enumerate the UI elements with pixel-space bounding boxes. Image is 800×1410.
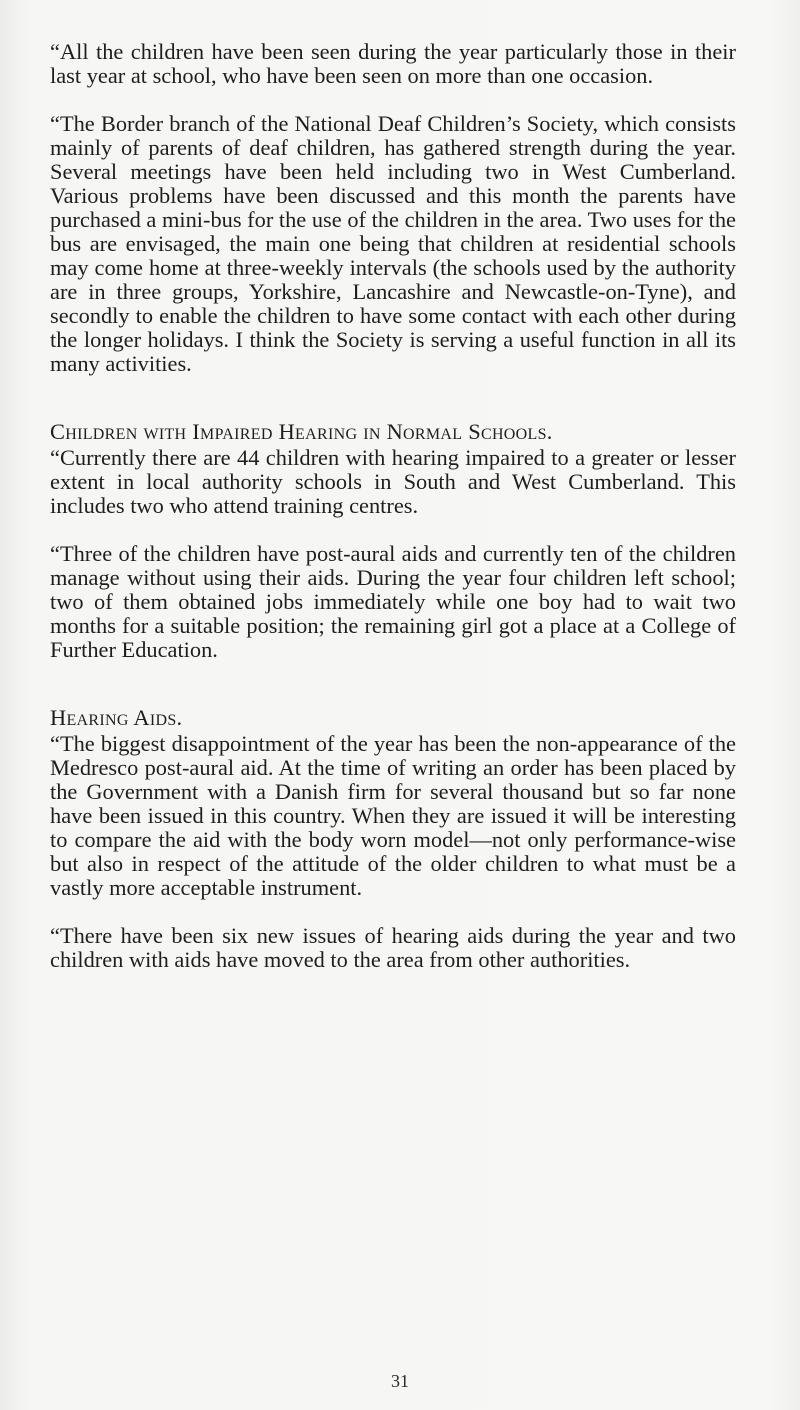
paragraph-medresco-aid: “The biggest disappointment of the year has been the non-appearance of the Medresco post-aural aid. At the time of writing an order has been placed by the Government with a Danish firm for several thousand but so far none have been issued in this country. When they are issued it will be interesting to compare the aid with the body worn model—not only performance-wise but also in respect of the attitude of the older children to what must be a vastly more acceptable instrument. bbox=[50, 731, 736, 900]
page-number: 31 bbox=[391, 1371, 409, 1391]
paragraph-post-aural-aids: “Three of the children have post-aural aids and currently ten of the children manage without using their aids. During the year four children left school; two of them obtained jobs immediately while one boy had to wait two months for a suitable position; the remaining girl got a place at a College of Further Education. bbox=[50, 541, 736, 662]
paragraph-currently-44-children: “Currently there are 44 children with hearing impaired to a greater or lesser extent in local authority schools in South and West Cumberland. This includes two who attend training centres. bbox=[50, 445, 736, 518]
paragraph-children-seen: “All the children have been seen during the year particularly those in their last year at school, who have been seen on more than one occasion. bbox=[50, 39, 736, 88]
heading-normal-schools: Children with Impaired Hearing in Normal Schools. bbox=[50, 419, 553, 444]
heading-hearing-aids: Hearing Aids. bbox=[50, 705, 183, 730]
body-text bbox=[50, 40, 736, 996]
paragraph-new-issues: “There have been six new issues of hearing aids during the year and two children with aids have moved to the area from other authorities. bbox=[50, 923, 736, 972]
paragraph-border-branch: “The Border branch of the National Deaf Children’s Society, which consists mainly of parents of deaf children, has gathered strength during the year. Several meetings have been held including two in West Cumberland. Various problems have been discussed and this month the parents have purchased a mini-bus for the use of the children in the area. Two uses for the bus are envisaged, the main one being that children at residential schools may come home at three-weekly intervals (the schools used by the authority are in three groups, Yorkshire, Lancashire and Newcastle-on-Tyne), and secondly to enable the children to have some contact with each other during the longer holidays. I think the Society is serving a useful function in all its many activities. bbox=[50, 111, 736, 376]
